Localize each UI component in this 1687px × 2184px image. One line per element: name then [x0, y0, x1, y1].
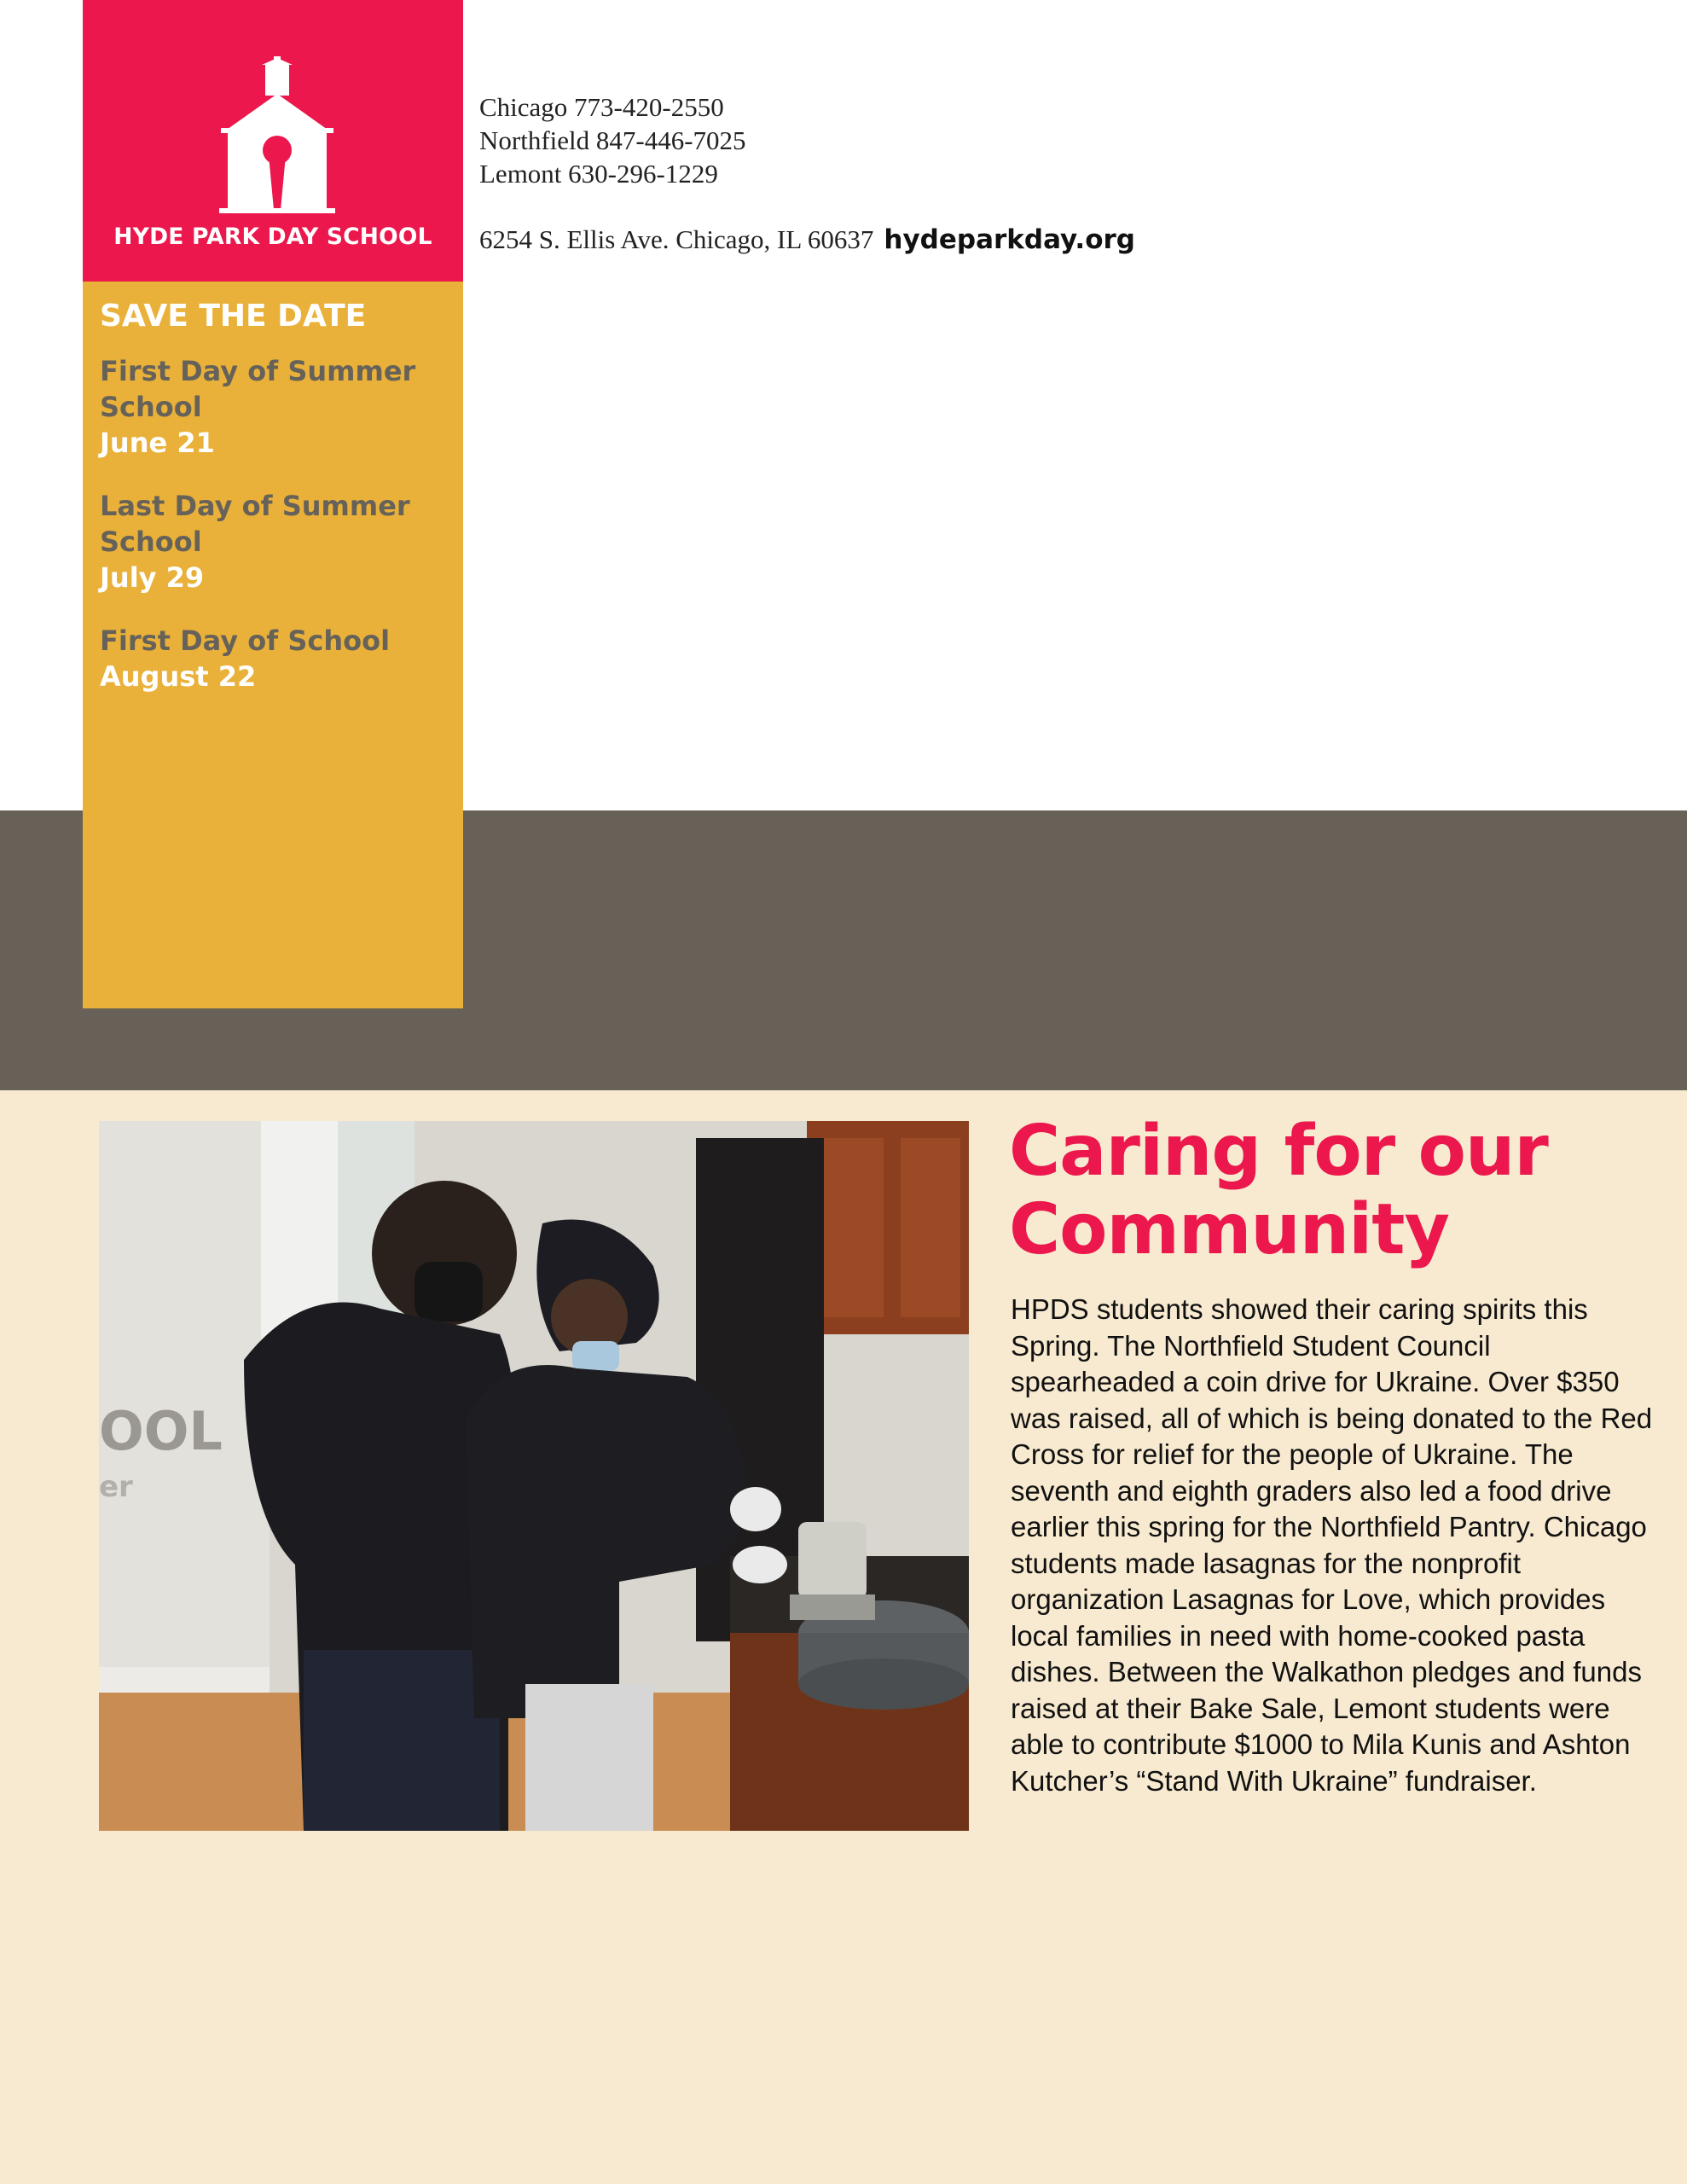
photo-wall-text: OOL [99, 1400, 223, 1462]
schoolhouse-keyhole-icon [219, 56, 335, 213]
contact-phones [479, 90, 746, 190]
phone-lemont: Lemont 630-296-1229 [479, 159, 718, 189]
save-the-date-title: SAVE THE DATE [100, 299, 367, 334]
address: 6254 S. Ellis Ave. Chicago, IL 60637 [479, 224, 874, 254]
event-date: August 22 [100, 660, 257, 693]
event-item [100, 353, 449, 461]
website-link[interactable]: hydeparkday.org [884, 224, 1135, 255]
school-name: HYDE PARK DAY SCHOOL [113, 224, 432, 250]
event-name: First Day of Summer School [100, 355, 416, 423]
event-date: June 21 [100, 427, 215, 459]
logo-block [83, 0, 463, 282]
event-name: Last Day of Summer School [100, 490, 410, 558]
event-item [100, 623, 449, 694]
event-date: July 29 [100, 561, 205, 594]
event-item [100, 488, 449, 595]
article-photo [99, 1121, 969, 1831]
article-body: HPDS students showed their caring spirits this Spring. The Northfield Student Council spearheaded a coin drive for Ukraine. Over $350 was raised, all of which is being donated to the Red Cross for relief for the people of Ukraine. The seventh and eighth graders also led a food drive earlier this spring for the Northfield Pantry. Chicago students made lasagnas for the nonprofit organization Lasagnas for Love, which provides local families in need with home-cooked pasta dishes. Between the Walkathon pledges and funds raised at their Bake Sale, Lemont students were able to contribute $1000 to Mila Kunis and Ashton Kutcher’s “Stand With Ukraine” fundraiser. [1011, 1293, 1653, 1797]
phone-chicago: Chicago 773-420-2550 [479, 92, 724, 122]
students-cooking-photo [99, 1121, 969, 1831]
event-name: First Day of School [100, 624, 391, 657]
address-line [479, 224, 1135, 255]
photo-wall-subtext: er [99, 1470, 133, 1504]
article-headline: Caring for our Community [1009, 1111, 1548, 1270]
phone-northfield: Northfield 847-446-7025 [479, 125, 746, 155]
save-the-date-panel [83, 282, 463, 1008]
